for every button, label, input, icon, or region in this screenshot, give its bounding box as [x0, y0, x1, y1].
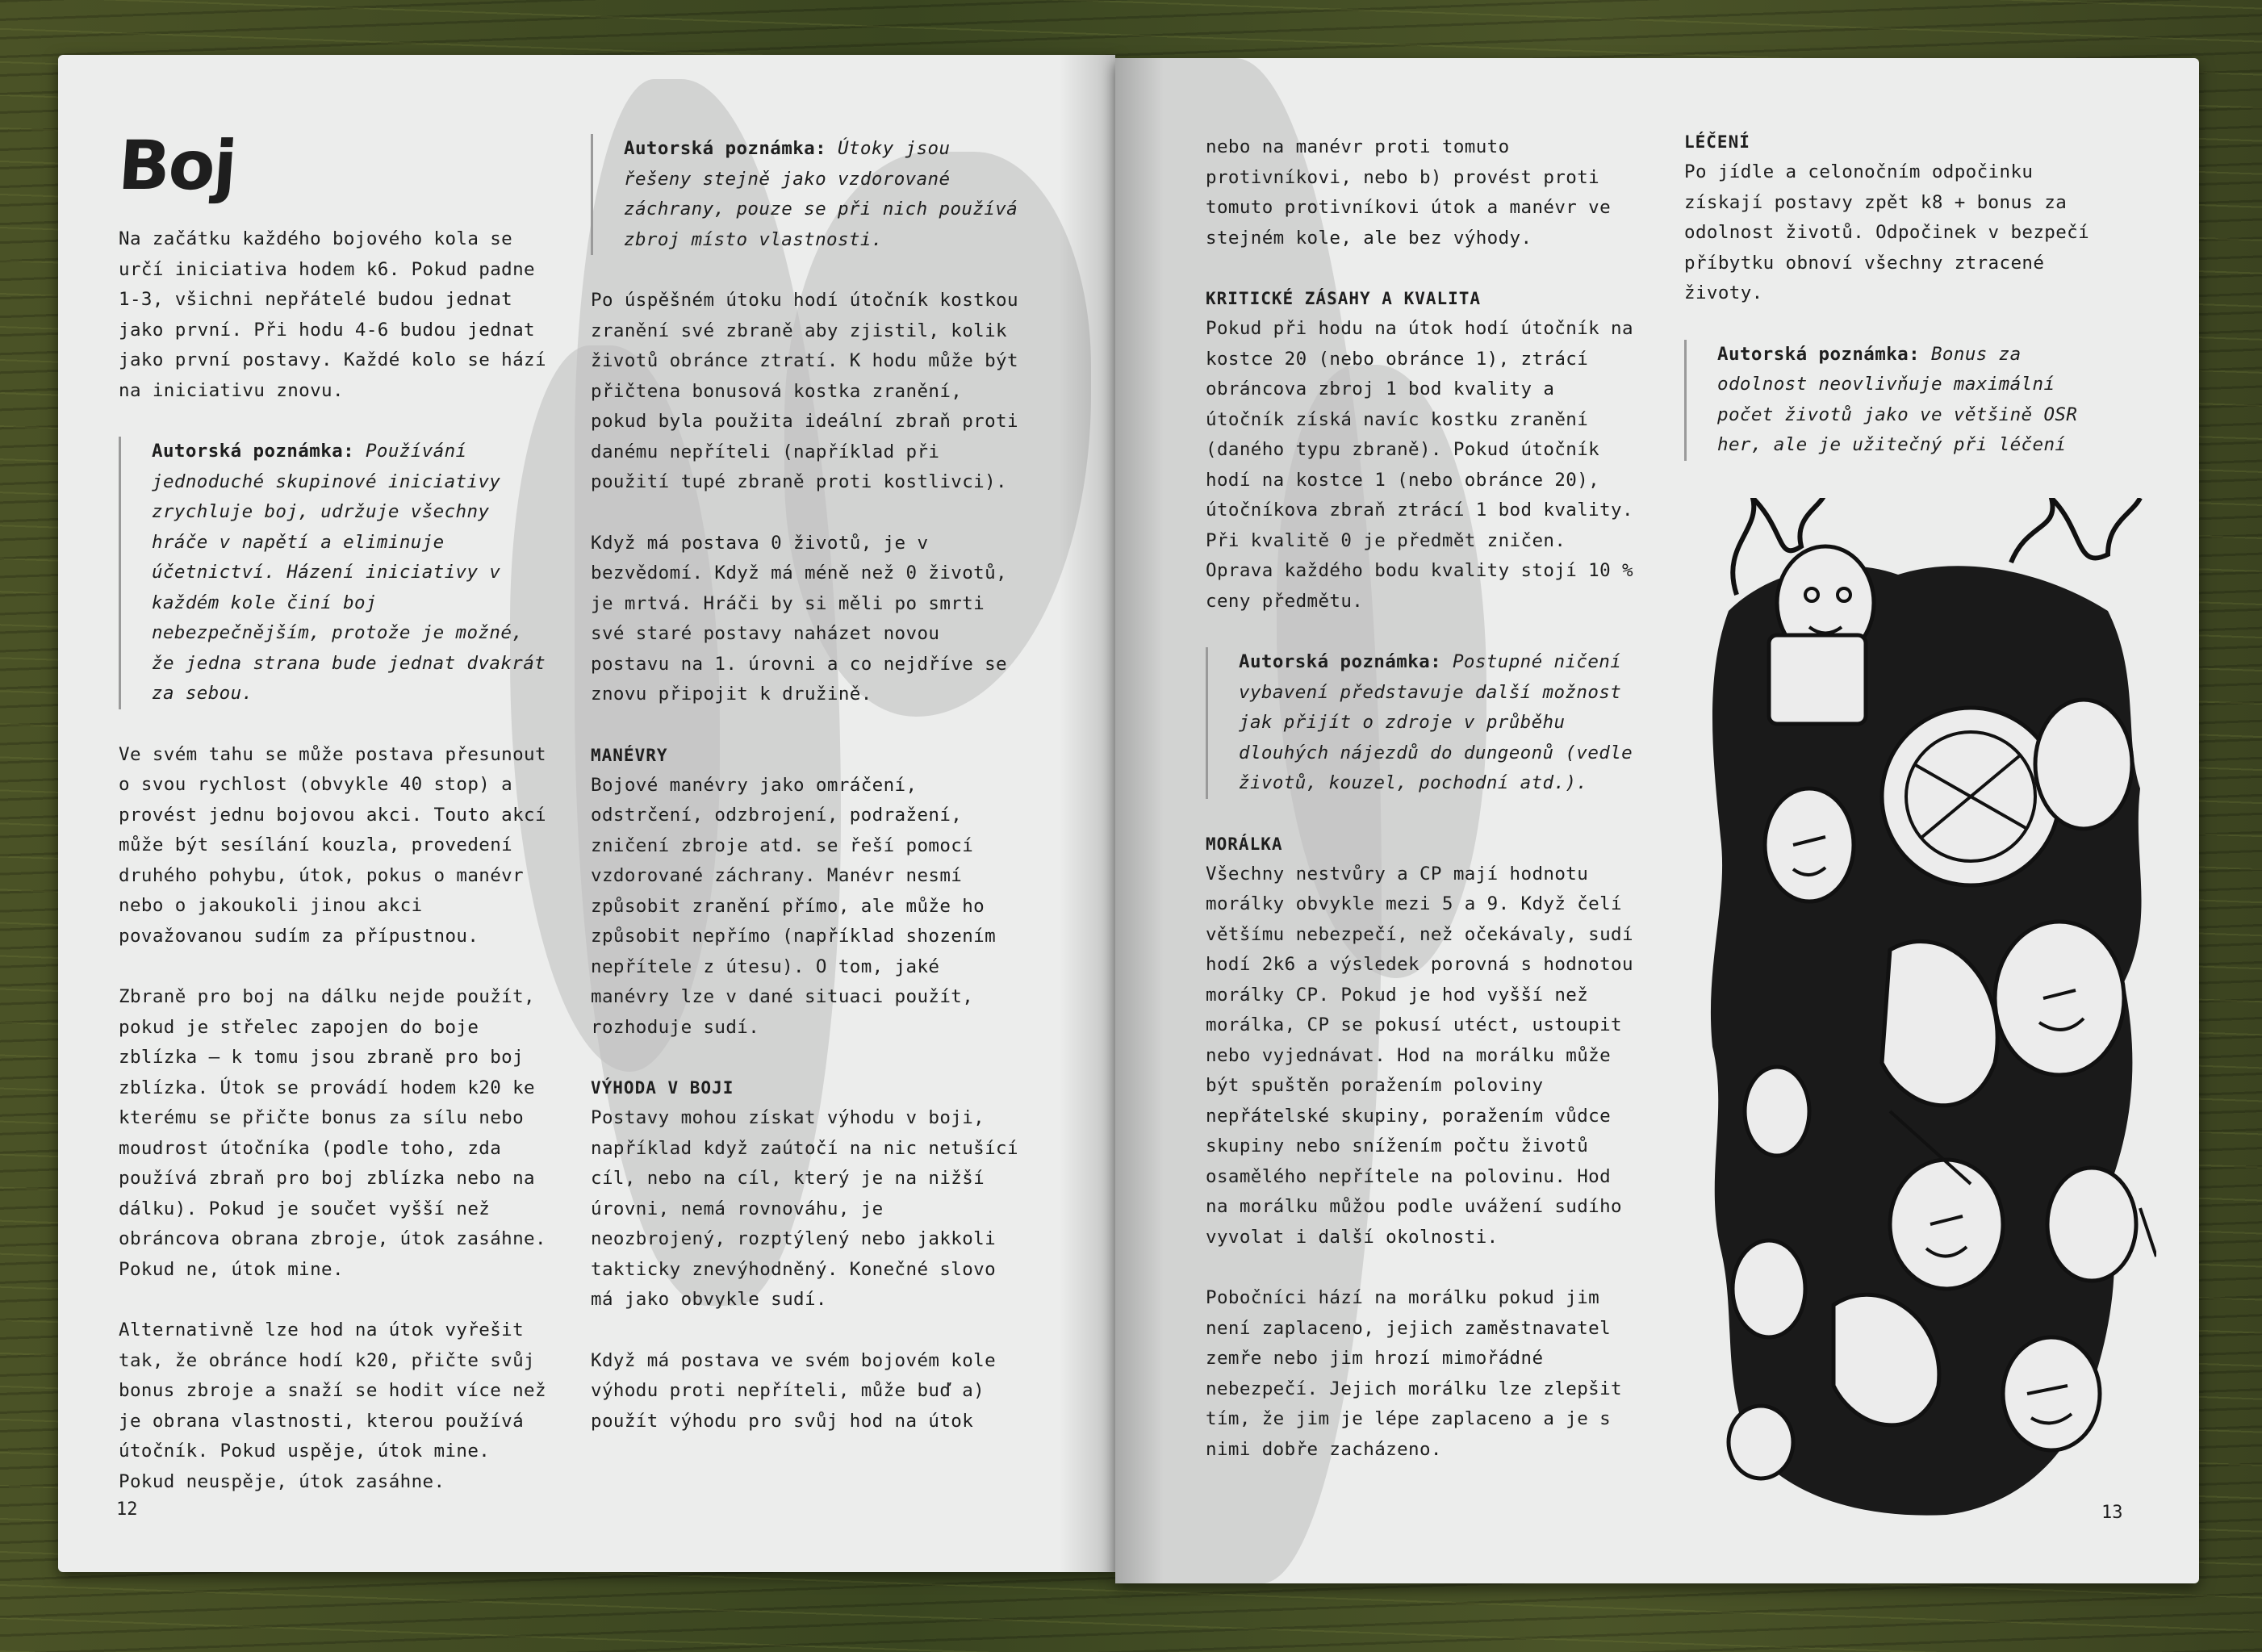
author-note	[1684, 340, 2120, 461]
author-note	[119, 437, 546, 709]
right-column-2	[1684, 128, 2120, 491]
section-heading-leceni: LÉČENÍ	[1684, 132, 1750, 152]
section-heading-moralka: MORÁLKA	[1206, 834, 1283, 854]
author-note	[1206, 647, 1633, 799]
paragraph: Pokud při hodu na útok hodí útočník na kostce 20 (nebo obránce 1), ztrácí obráncova zbroj 1 bod kvality a útočník získá navíc kostku zranění (daného typu zbraně). Pokud útočník hodí na kostce 1 (nebo obránce 20), útočníkova zbraň ztrácí 1 bod kvality. Při kvalitě 0 je předmět zničen. Oprava každého bodu kvality stojí 10 % ceny předmětu.	[1206, 318, 1633, 612]
section-heading-manevry: MANÉVRY	[591, 745, 668, 765]
paragraph: Po úspěšném útoku hodí útočník kostkou zranění své zbraně aby zjistil, kolik životů obránce ztratí. K hodu může být přičtena bonusová kostka zranění, pokud byla použita ideální zbraň proti danému nepříteli (například při použití tupé zbraně proti kostlivci).	[591, 290, 1018, 492]
section-heading-kriticke: KRITICKÉ ZÁSAHY A KVALITA	[1206, 289, 1482, 308]
section-heading-vyhoda: VÝHODA V BOJI	[591, 1078, 734, 1098]
note-text: Postupné ničení vybavení představuje další možnost jak přijít o zdroje v průběhu dlouhých nájezdů do dungeonů (vedle životů, kouzel, pochodní atd.).	[1239, 651, 1633, 793]
note-label: Autorská poznámka:	[1239, 651, 1442, 672]
note-label: Autorská poznámka:	[624, 138, 827, 159]
page-number: 12	[116, 1499, 138, 1520]
paragraph: Bojové manévry jako omráčení, odstrčení, odzbrojení, podražení, zničení zbroje atd. se řeší pomocí vzdorované záchrany. Manévr nesmí způsobit zranění přímo, ale může ho způsobit nepřímo (například shozením nepřítele z útesu). O tom, jaké manévry lze v dané situaci použít, rozhoduje sudí.	[591, 774, 997, 1038]
right-column-1	[1206, 132, 1633, 1495]
page-title: Boj	[115, 126, 238, 205]
paragraph: Když má postava 0 životů, je v bezvědomí. Když má méně než 0 životů, je mrtvá. Hráči by si měli po smrti své staré postavy naházet novou postavu na 1. úrovni a co nejdříve se znovu připojit k družině.	[591, 532, 1008, 705]
paragraph: Všechny nestvůry a CP mají hodnotu morálky obvykle mezi 5 a 9. Když čelí většímu nebezpečí, než očekávaly, sudí hodí 2k6 a výsledek porovná s hodnotou morálky CP. Pokud je hod vyšší než morálka, CP se pokusí utéct, ustoupit nebo vyjednávat. Hod na morálku může být spuštěn poražením poloviny nepřátelské skupiny, poražením vůdce skupiny nebo snížením počtu životů osamělého nepřítele na polovinu. Hod na morálku můžou podle uvážení sudího vyvolat i další okolnosti.	[1206, 863, 1633, 1248]
paragraph: Na začátku každého bojového kola se určí iniciativa hodem k6. Pokud padne 1-3, všichni nepřátelé budou jednat jako první. Při hodu 4-6 budou jednat jako první postavy. Každé kolo se hází na iniciativu znovu.	[119, 228, 546, 401]
note-text: Útoky jsou řešeny stejně jako vzdorované záchrany, pouze se při nich používá zbroj místo vlastnosti.	[624, 138, 1018, 250]
paragraph: Pobočníci hází na morálku pokud jim není zaplaceno, jejich zaměstnavatel zemře nebo jim hrozí mimořádné nebezpečí. Jejich morálku lze zlepšit tím, že jim je lépe zaplaceno a je s nimi dobře zacházeno.	[1206, 1287, 1623, 1460]
note-label: Autorská poznámka:	[152, 441, 355, 462]
page-number: 13	[2101, 1503, 2123, 1523]
right-page	[1115, 58, 2199, 1583]
left-column-1	[115, 126, 546, 1528]
author-note	[591, 134, 1026, 255]
paragraph: nebo na manévr proti tomuto protivníkovi, nebo b) provést proti tomuto protivníkovi útok a manévr ve stejném kole, ale bez výhody.	[1206, 136, 1612, 249]
paragraph: Zbraně pro boj na dálku nejde použít, pokud je střelec zapojen do boje zblízka – k tomu jsou zbraně pro boj zblízka. Útok se provádí hodem k20 ke kterému se přičte bonus za sílu nebo moudrost útočníka (podle toho, zda používá zbraň pro boj zblízka nebo na dálku). Pokud je součet vyšší než obráncova obrana zbroje, útok zasáhne. Pokud ne, útok mine.	[119, 986, 546, 1280]
horde-illustration	[1704, 498, 2156, 1523]
paragraph: Když má postava ve svém bojovém kole výhodu proti nepříteli, může buď a) použít výhodu pro svůj hod na útok	[591, 1349, 997, 1432]
paragraph: Alternativně lze hod na útok vyřešit tak, že obránce hodí k20, přičte svůj bonus zbroje a snaží se hodit více než je obrana vlastnosti, kterou používá útočník. Pokud uspěje, útok mine. Pokud neuspěje, útok zasáhne.	[119, 1320, 546, 1492]
left-column-2	[591, 134, 1026, 1467]
note-text: Bonus za odolnost neovlivňuje maximální počet životů jako ve většině OSR her, ale je užitečný při léčení	[1717, 343, 2078, 455]
note-text: Používání jednoduché skupinové iniciativy zrychluje boj, udržuje všechny hráče v napětí a eliminuje účetnictví. Házení iniciativy v každém kole činí boj nebezpečnějším, protože je možné, že jedna strana bude jednat dvakrát za sebou.	[152, 441, 546, 704]
paragraph: Ve svém tahu se může postava přesunout o svou rychlost (obvykle 40 stop) a provést jednu bojovou akci. Touto akcí může být sesílání kouzla, provedení druhého pohybu, útok, pokus o manévr nebo o jakoukoli jinou akci považovanou sudím za přípustnou.	[119, 743, 546, 947]
paragraph: Postavy mohou získat výhodu v boji, například když zaútočí na nic netušící cíl, nebo na cíl, který je na nižší úrovni, nemá rovnováhu, je neozbrojený, rozptýlený nebo jakkoli takticky znevýhodněný. Konečné slovo má jako obvykle sudí.	[591, 1107, 1018, 1310]
left-page	[58, 55, 1115, 1572]
note-label: Autorská poznámka:	[1717, 343, 1921, 365]
paragraph: Po jídle a celonočním odpočinku získají postavy zpět k8 + bonus za odolnost životů. Odpočinek v bezpečí příbytku obnoví všechny ztracené životy.	[1684, 161, 2090, 303]
